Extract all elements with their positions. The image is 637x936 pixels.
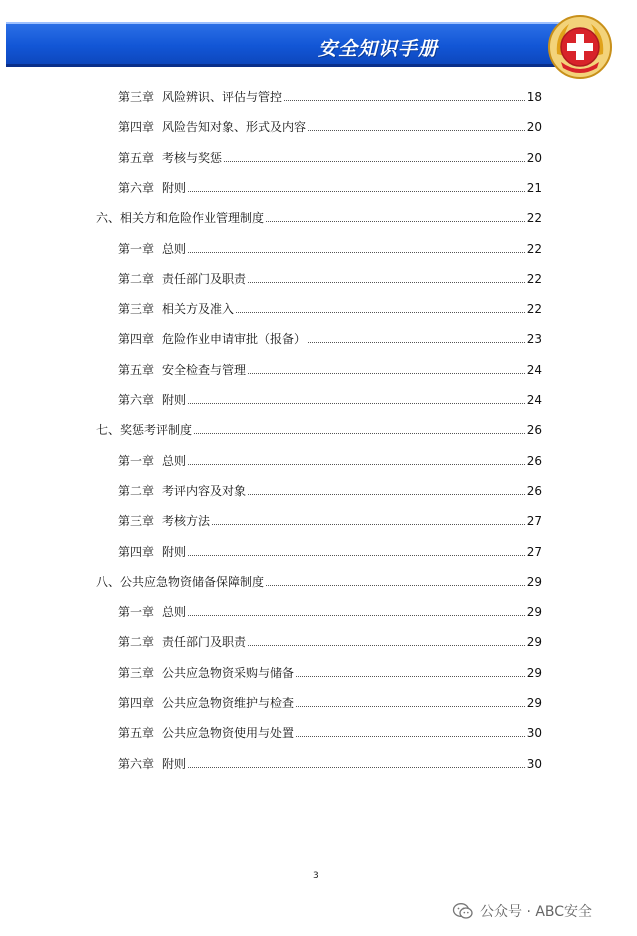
toc-chapter-title: 总则 <box>162 241 187 256</box>
toc-dot-leader <box>296 705 525 707</box>
toc-chapter-label <box>118 513 210 529</box>
toc-chapter-label <box>118 241 186 257</box>
toc-dot-leader <box>194 432 525 434</box>
toc-chapter-row[interactable] <box>118 237 542 257</box>
page-header <box>0 14 637 64</box>
toc-dot-leader <box>266 220 525 222</box>
toc-chapter-row[interactable] <box>118 146 542 166</box>
toc-chapter-number: 第一章 <box>118 241 155 256</box>
toc-chapter-title: 附则 <box>162 756 187 771</box>
watermark <box>452 899 592 923</box>
toc-chapter-number: 第五章 <box>118 150 155 165</box>
toc-chapter-label <box>118 483 246 499</box>
toc-page-number: 26 <box>526 423 542 438</box>
toc-chapter-number: 第四章 <box>118 696 155 710</box>
toc-page-number: 29 <box>526 605 542 620</box>
toc-dot-leader <box>248 372 525 374</box>
toc-chapter-title: 风险辨识、评估与管控 <box>162 90 283 104</box>
toc-chapter-label <box>118 695 294 711</box>
toc-chapter-number: 第二章 <box>118 271 155 286</box>
toc-chapter-label <box>118 725 294 741</box>
toc-chapter-row[interactable] <box>118 358 542 378</box>
toc-chapter-label <box>118 119 306 135</box>
toc-page-number: 27 <box>526 544 542 559</box>
toc-section-title: 七、奖惩考评制度 <box>96 423 193 438</box>
toc-chapter-number: 第四章 <box>118 332 155 347</box>
toc-page-number: 20 <box>526 120 542 135</box>
toc-chapter-number: 第三章 <box>118 514 155 529</box>
toc-dot-leader <box>248 281 525 283</box>
toc-chapter-title: 考评内容及对象 <box>162 483 247 498</box>
toc-chapter-title: 考核与奖惩 <box>162 150 223 165</box>
toc-dot-leader <box>188 614 525 616</box>
toc-chapter-row[interactable] <box>118 388 542 408</box>
toc-dot-leader <box>224 160 525 162</box>
toc-chapter-label <box>118 544 186 560</box>
toc-dot-leader <box>284 99 525 101</box>
toc-chapter-label <box>118 665 294 681</box>
toc-chapter-row[interactable] <box>118 691 542 711</box>
toc-chapter-label <box>118 150 222 166</box>
toc-dot-leader <box>188 463 525 465</box>
toc-chapter-number: 第一章 <box>118 605 155 620</box>
toc-page-number: 29 <box>526 696 542 710</box>
toc-dot-leader <box>188 251 525 253</box>
toc-chapter-number: 第三章 <box>118 665 155 680</box>
toc-section-row[interactable] <box>96 418 542 438</box>
wechat-icon <box>452 900 474 922</box>
toc-dot-leader <box>308 129 525 131</box>
header-title: 安全知识手册 <box>317 38 438 60</box>
toc-dot-leader <box>308 341 525 343</box>
toc-page-number: 24 <box>526 393 542 407</box>
watermark-text: 公众号 · ABC安全 <box>480 904 593 920</box>
toc-chapter-label <box>118 362 246 378</box>
toc-page-number: 22 <box>526 271 542 286</box>
toc-chapter-row[interactable] <box>118 176 542 196</box>
toc-dot-leader <box>248 493 525 495</box>
toc-chapter-title: 总则 <box>162 453 187 468</box>
toc-chapter-label <box>118 180 186 196</box>
toc-chapter-title: 危险作业申请审批（报备） <box>162 332 307 347</box>
toc-chapter-number: 第六章 <box>118 180 155 195</box>
toc-dot-leader <box>212 523 525 525</box>
toc-page-number: 23 <box>526 332 542 347</box>
toc-chapter-title: 公共应急物资使用与处置 <box>162 726 295 741</box>
toc-page-number: 22 <box>526 241 542 256</box>
toc-chapter-row[interactable] <box>118 449 542 469</box>
toc-chapter-title: 相关方及准入 <box>162 302 235 317</box>
toc-section-row[interactable] <box>96 570 542 590</box>
toc-chapter-row[interactable] <box>118 630 542 650</box>
toc-chapter-row[interactable] <box>118 752 542 772</box>
toc-section-row[interactable] <box>96 206 542 226</box>
toc-dot-leader <box>188 190 525 192</box>
toc-chapter-title: 责任部门及职责 <box>162 635 247 650</box>
toc-chapter-row[interactable] <box>118 509 542 529</box>
toc-dot-leader <box>296 675 525 677</box>
toc-chapter-number: 第三章 <box>118 302 155 317</box>
toc-chapter-number: 第三章 <box>118 90 155 104</box>
toc-page-number: 29 <box>526 574 542 589</box>
toc-chapter-label <box>118 634 246 650</box>
toc-page-number: 24 <box>526 362 542 377</box>
toc-chapter-number: 第二章 <box>118 483 155 498</box>
toc-page-number: 18 <box>526 90 542 104</box>
toc-chapter-label <box>118 301 234 317</box>
toc-page-number: 20 <box>526 150 542 165</box>
toc-dot-leader <box>188 766 525 768</box>
toc-chapter-title: 附则 <box>162 393 187 407</box>
toc-dot-leader <box>188 402 525 404</box>
toc-page-number: 30 <box>526 726 542 741</box>
toc-chapter-label <box>118 756 186 772</box>
toc-chapter-number: 第五章 <box>118 362 155 377</box>
toc-dot-leader <box>248 644 525 646</box>
toc-page-number: 22 <box>526 302 542 317</box>
toc-chapter-row[interactable] <box>118 600 542 620</box>
toc-chapter-row[interactable] <box>118 267 542 287</box>
toc-chapter-label <box>118 271 246 287</box>
header-banner <box>6 22 566 67</box>
toc-page-number: 30 <box>526 756 542 771</box>
toc-chapter-row[interactable] <box>118 479 542 499</box>
toc-page-number: 29 <box>526 665 542 680</box>
toc-chapter-number: 第六章 <box>118 393 155 407</box>
toc-chapter-label <box>118 604 186 620</box>
toc-chapter-number: 第四章 <box>118 120 155 135</box>
toc-chapter-title: 附则 <box>162 544 187 559</box>
toc-chapter-row[interactable] <box>118 115 542 135</box>
toc-chapter-number: 第二章 <box>118 635 155 650</box>
toc-chapter-label <box>118 453 186 469</box>
toc-chapter-number: 第五章 <box>118 726 155 741</box>
toc-section-title: 六、相关方和危险作业管理制度 <box>96 211 265 226</box>
toc-dot-leader <box>236 311 525 313</box>
toc-chapter-row[interactable] <box>118 327 542 347</box>
toc-page-number: 29 <box>526 635 542 650</box>
toc-chapter-title: 附则 <box>162 180 187 195</box>
toc-chapter-number: 第四章 <box>118 544 155 559</box>
toc-page-number: 21 <box>526 180 542 195</box>
toc-section-title: 八、公共应急物资储备保障制度 <box>96 574 265 589</box>
toc-page-number: 26 <box>526 483 542 498</box>
toc-chapter-label <box>118 392 186 408</box>
toc-chapter-row[interactable] <box>118 297 542 317</box>
toc-page-number: 22 <box>526 211 542 226</box>
toc-chapter-title: 总则 <box>162 605 187 620</box>
toc-dot-leader <box>188 554 525 556</box>
toc-dot-leader <box>296 735 525 737</box>
toc-chapter-title: 风险告知对象、形式及内容 <box>162 120 307 135</box>
toc-chapter-number: 第六章 <box>118 756 155 771</box>
toc-chapter-title: 公共应急物资采购与储备 <box>162 665 295 680</box>
toc-chapter-title: 考核方法 <box>162 514 211 529</box>
safety-cross-emblem-icon <box>547 14 613 80</box>
toc-chapter-row[interactable] <box>118 661 542 681</box>
toc-chapter-label <box>118 89 282 105</box>
toc-chapter-row[interactable] <box>118 85 542 105</box>
toc-dot-leader <box>266 584 525 586</box>
toc-chapter-title: 安全检查与管理 <box>162 362 247 377</box>
toc-chapter-title: 公共应急物资维护与检查 <box>162 696 295 710</box>
toc-page-number: 27 <box>526 514 542 529</box>
toc-chapter-row[interactable] <box>118 540 542 560</box>
page-number: 3 <box>313 871 319 881</box>
toc-chapter-row[interactable] <box>118 721 542 741</box>
toc-chapter-number: 第一章 <box>118 453 155 468</box>
toc-page-number: 26 <box>526 453 542 468</box>
toc-chapter-label <box>118 331 306 347</box>
toc-chapter-title: 责任部门及职责 <box>162 271 247 286</box>
